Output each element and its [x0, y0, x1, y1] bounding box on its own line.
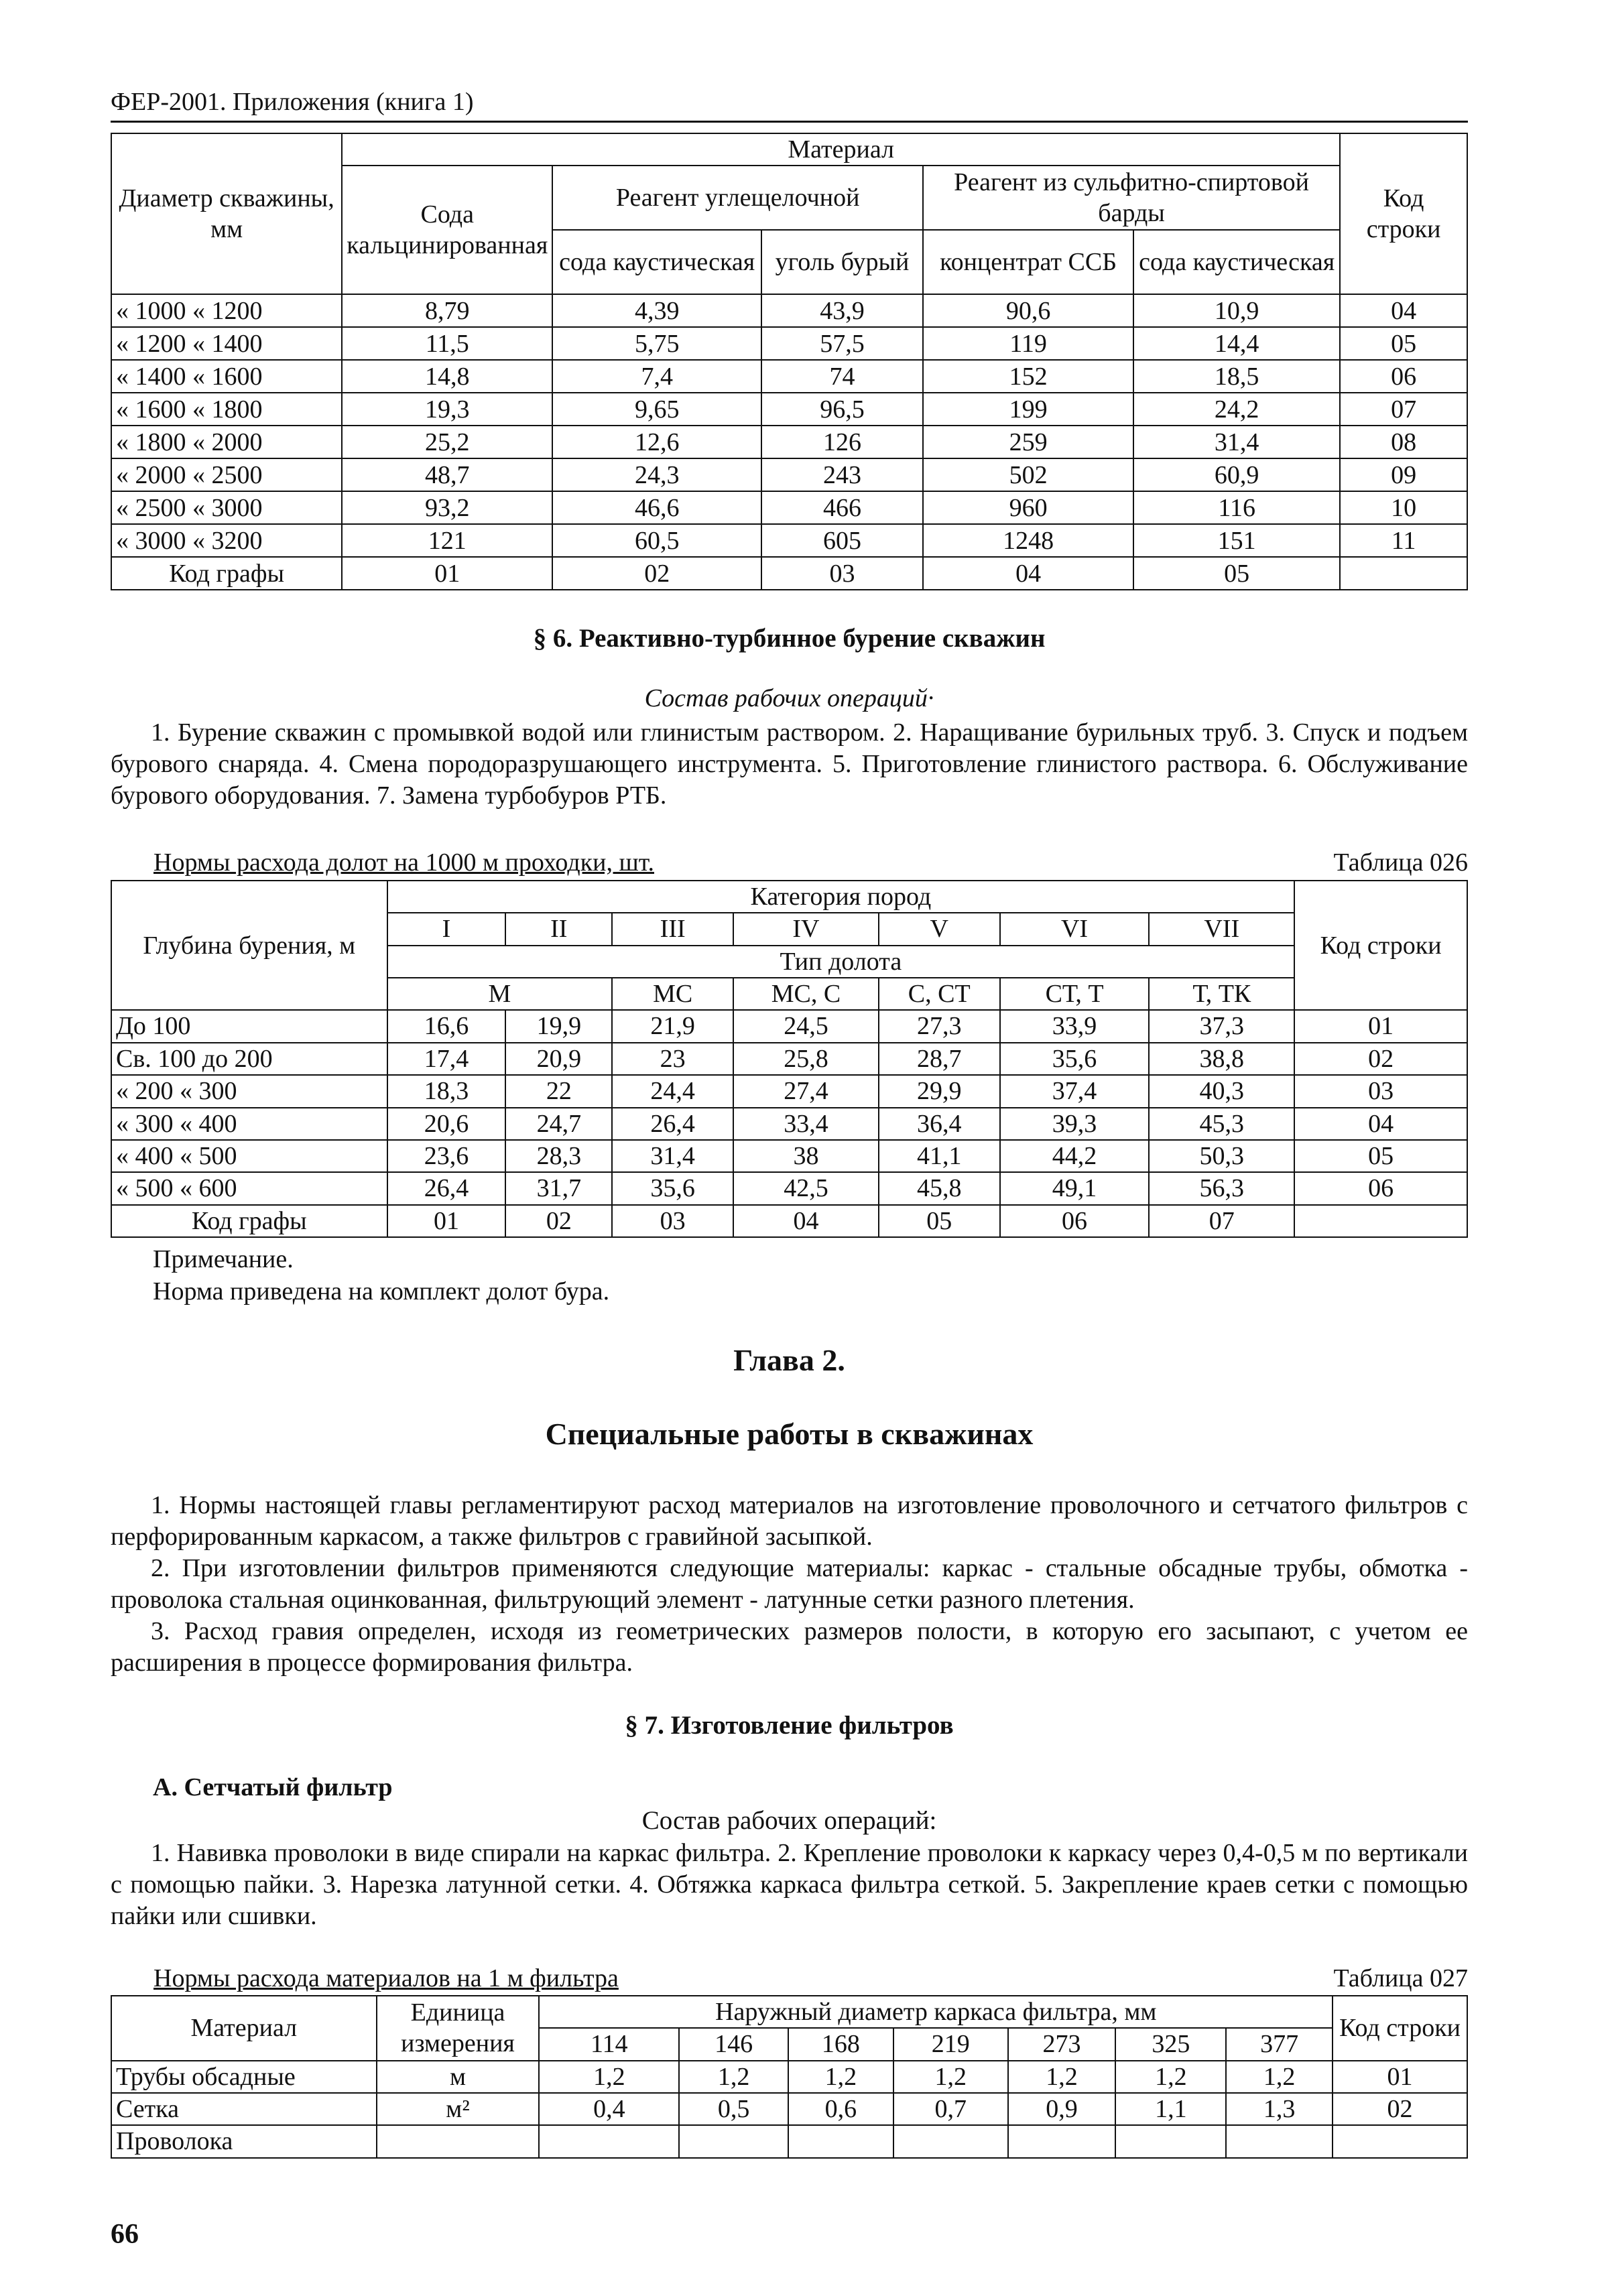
value-cell: 5,75	[552, 327, 761, 360]
value-cell: 960	[923, 491, 1133, 524]
row-label: « 1000 « 1200	[111, 294, 342, 327]
col-header-ssb: концентрат ССБ	[923, 230, 1133, 294]
row-code: 05	[1340, 327, 1467, 360]
row-code: 07	[1340, 393, 1467, 426]
value-cell: 24,5	[733, 1010, 879, 1042]
table-row	[111, 2093, 1467, 2125]
footer-code: 04	[923, 557, 1133, 590]
value-cell: 57,5	[761, 327, 923, 360]
value-cell: 93,2	[342, 491, 552, 524]
footer-code: 01	[342, 557, 552, 590]
col-header-unit: Единица измерения	[377, 1996, 540, 2061]
row-code: 06	[1340, 360, 1467, 393]
footer-code: 06	[1000, 1205, 1150, 1237]
row-label: « 2000 « 2500	[111, 458, 342, 491]
value-cell	[679, 2125, 788, 2157]
value-cell: 35,6	[1000, 1043, 1150, 1075]
row-code: 03	[1294, 1075, 1467, 1107]
value-cell: 17,4	[387, 1043, 506, 1075]
value-cell: 45,8	[879, 1172, 1000, 1204]
row-material: Проволока	[111, 2125, 377, 2157]
table-row	[111, 524, 1467, 557]
value-cell	[539, 2125, 679, 2157]
value-cell: 45,3	[1149, 1108, 1294, 1140]
footer-code: 01	[387, 1205, 506, 1237]
value-cell: 9,65	[552, 393, 761, 426]
table-row	[111, 2061, 1467, 2093]
footer-code: 02	[505, 1205, 612, 1237]
value-cell: 121	[342, 524, 552, 557]
value-cell: 74	[761, 360, 923, 393]
value-cell: 605	[761, 524, 923, 557]
subsection-a-title: А. Сетчатый фильтр	[153, 1773, 393, 1801]
value-cell: 14,4	[1133, 327, 1340, 360]
value-cell: 38,8	[1149, 1043, 1294, 1075]
value-cell: 42,5	[733, 1172, 879, 1204]
value-cell: 1,2	[679, 2061, 788, 2093]
type-cell: Т, ТК	[1149, 978, 1294, 1010]
value-cell: 18,3	[387, 1075, 506, 1107]
type-cell: СТ, Т	[1000, 978, 1150, 1010]
value-cell: 12,6	[552, 426, 761, 458]
value-cell: 126	[761, 426, 923, 458]
value-cell: 23,6	[387, 1140, 506, 1172]
table-row	[111, 327, 1467, 360]
value-cell: 26,4	[387, 1172, 506, 1204]
value-cell: 21,9	[612, 1010, 733, 1042]
value-cell: 33,4	[733, 1108, 879, 1140]
type-cell: М	[387, 978, 613, 1010]
table-row	[111, 2125, 1467, 2157]
value-cell: 31,4	[612, 1140, 733, 1172]
value-cell: 1,1	[1115, 2093, 1226, 2125]
footer-code: 04	[733, 1205, 879, 1237]
bit-consumption-table	[111, 880, 1468, 1238]
value-cell: 151	[1133, 524, 1340, 557]
value-cell: 4,39	[552, 294, 761, 327]
diameter-cell: 325	[1115, 2028, 1226, 2060]
table-row	[111, 294, 1467, 327]
value-cell: 31,4	[1133, 426, 1340, 458]
section-7-ops-text	[111, 1838, 1468, 1932]
row-label: « 1800 « 2000	[111, 426, 342, 458]
value-cell	[893, 2125, 1008, 2157]
value-cell: 0,9	[1008, 2093, 1116, 2125]
col-header-material: Материал	[342, 133, 1340, 166]
value-cell: 43,9	[761, 294, 923, 327]
row-label: « 300 « 400	[111, 1108, 387, 1140]
running-header: ФЕР-2001. Приложения (книга 1)	[111, 87, 1468, 123]
row-material: Трубы обсадные	[111, 2061, 377, 2093]
note-title: Примечание.	[153, 1245, 294, 1273]
row-code: 02	[1294, 1043, 1467, 1075]
page-number: 66	[111, 2219, 139, 2250]
type-cell: МС	[612, 978, 733, 1010]
table-026-caption-row	[111, 848, 1468, 877]
table-row	[111, 426, 1467, 458]
section-7-title: § 7. Изготовление фильтров	[625, 1711, 954, 1740]
col-header-reagent-1: Реагент углещелочной	[552, 166, 923, 230]
row-label: « 1600 « 1800	[111, 393, 342, 426]
note-text: Норма приведена на комплект долот бура.	[153, 1277, 610, 1305]
table-row	[111, 360, 1467, 393]
value-cell: 116	[1133, 491, 1340, 524]
value-cell	[788, 2125, 893, 2157]
footer-code: 02	[552, 557, 761, 590]
col-header-bit-type: Тип долота	[387, 946, 1295, 978]
row-code: 04	[1340, 294, 1467, 327]
value-cell: 243	[761, 458, 923, 491]
value-cell: 40,3	[1149, 1075, 1294, 1107]
table-row	[111, 1108, 1467, 1140]
value-cell: 35,6	[612, 1172, 733, 1204]
value-cell: 22	[505, 1075, 612, 1107]
value-cell: 24,3	[552, 458, 761, 491]
col-header-diameter: Наружный диаметр каркаса фильтра, мм	[539, 1996, 1333, 2028]
table-027-number: Таблица 027	[1333, 1964, 1468, 1992]
value-cell: 31,7	[505, 1172, 612, 1204]
value-cell: 23	[612, 1043, 733, 1075]
category-cell: III	[612, 913, 733, 945]
value-cell: 19,9	[505, 1010, 612, 1042]
row-label: « 3000 « 3200	[111, 524, 342, 557]
value-cell: 0,6	[788, 2093, 893, 2125]
row-label: « 200 « 300	[111, 1075, 387, 1107]
value-cell: 25,2	[342, 426, 552, 458]
row-code: 10	[1340, 491, 1467, 524]
value-cell: 7,4	[552, 360, 761, 393]
value-cell: 49,1	[1000, 1172, 1150, 1204]
value-cell: 29,9	[879, 1075, 1000, 1107]
value-cell: 0,4	[539, 2093, 679, 2125]
footer-code: 05	[1133, 557, 1340, 590]
row-code: 06	[1294, 1172, 1467, 1204]
table-row	[111, 1075, 1467, 1107]
filter-materials-table	[111, 1995, 1468, 2159]
col-header-category: Категория пород	[387, 881, 1295, 913]
row-code: 01	[1294, 1010, 1467, 1042]
type-cell: С, СТ	[879, 978, 1000, 1010]
col-header-coal: уголь бурый	[761, 230, 923, 294]
value-cell: 24,4	[612, 1075, 733, 1107]
value-cell: 24,7	[505, 1108, 612, 1140]
value-cell: 0,5	[679, 2093, 788, 2125]
table-row	[111, 1172, 1467, 1204]
footer-code-empty	[1294, 1205, 1467, 1237]
value-cell: 46,6	[552, 491, 761, 524]
row-label: « 1200 « 1400	[111, 327, 342, 360]
paragraph: 2. При изготовлении фильтров применяются следующие материалы: каркас - стальные обсадные трубы, обмотка - проволока стальная оцинкованная, фильтрующий элемент - латунные сетки разного плетения.	[111, 1554, 1468, 1614]
row-code: 04	[1294, 1108, 1467, 1140]
value-cell	[1008, 2125, 1116, 2157]
row-code: 09	[1340, 458, 1467, 491]
value-cell: 41,1	[879, 1140, 1000, 1172]
table-026-caption: Нормы расхода долот на 1000 м проходки, шт.	[153, 848, 654, 877]
value-cell: 1248	[923, 524, 1133, 557]
footer-code: 07	[1149, 1205, 1294, 1237]
value-cell: 39,3	[1000, 1108, 1150, 1140]
table-row	[111, 1140, 1467, 1172]
col-header-code: Код строки	[1333, 1996, 1467, 2061]
paragraph: 1. Бурение скважин с промывкой водой или глинистым раствором. 2. Наращивание бурильных труб. 3. Спуск и подъем бурового снаряда. 4. Смена породоразрушающего инструмента. 5. Приготовление глинистого раствора. 6. Обслуживание бурового оборудования. 7. Замена турбобуров РТБ.	[111, 718, 1468, 810]
col-header-code: Код строки	[1340, 133, 1467, 294]
footer-code: 05	[879, 1205, 1000, 1237]
paragraph: 3. Расход гравия определен, исходя из геометрических размеров полости, в которую его засыпают, с учетом ее расширения в процессе формирования фильтра.	[111, 1617, 1468, 1677]
row-code: 05	[1294, 1140, 1467, 1172]
chapter-title: Глава 2.	[733, 1343, 845, 1377]
category-cell: V	[879, 913, 1000, 945]
col-header-code: Код строки	[1294, 881, 1467, 1010]
col-header-material: Материал	[111, 1996, 377, 2061]
row-code	[1333, 2125, 1467, 2157]
row-code: 11	[1340, 524, 1467, 557]
chapter-subtitle: Специальные работы в скважинах	[545, 1417, 1034, 1451]
value-cell: 1,2	[539, 2061, 679, 2093]
value-cell: 56,3	[1149, 1172, 1294, 1204]
value-cell: 33,9	[1000, 1010, 1150, 1042]
value-cell: 50,3	[1149, 1140, 1294, 1172]
value-cell	[1115, 2125, 1226, 2157]
category-cell: II	[505, 913, 612, 945]
value-cell: 38	[733, 1140, 879, 1172]
col-header-soda-caustic-1: сода каустическая	[552, 230, 761, 294]
row-label: « 500 « 600	[111, 1172, 387, 1204]
value-cell: 25,8	[733, 1043, 879, 1075]
row-unit: м²	[377, 2093, 540, 2125]
footer-code-empty	[1340, 557, 1467, 590]
section-6-ops-text	[111, 717, 1468, 812]
diameter-cell: 273	[1008, 2028, 1116, 2060]
value-cell: 119	[923, 327, 1133, 360]
category-cell: VII	[1149, 913, 1294, 945]
value-cell: 60,9	[1133, 458, 1340, 491]
table-027-caption-row	[111, 1964, 1468, 1993]
value-cell: 1,2	[788, 2061, 893, 2093]
row-label: До 100	[111, 1010, 387, 1042]
row-label: « 400 « 500	[111, 1140, 387, 1172]
value-cell: 48,7	[342, 458, 552, 491]
value-cell: 24,2	[1133, 393, 1340, 426]
diameter-cell: 377	[1226, 2028, 1333, 2060]
row-unit: м	[377, 2061, 540, 2093]
value-cell: 18,5	[1133, 360, 1340, 393]
category-cell: I	[387, 913, 506, 945]
col-header-reagent-2: Реагент из сульфитно-спиртовой барды	[923, 166, 1340, 230]
row-code: 02	[1333, 2093, 1467, 2125]
col-header-depth: Глубина бурения, м	[111, 881, 387, 1010]
value-cell: 1,2	[893, 2061, 1008, 2093]
value-cell: 60,5	[552, 524, 761, 557]
value-cell: 44,2	[1000, 1140, 1150, 1172]
table-row	[111, 1010, 1467, 1042]
row-code: 01	[1333, 2061, 1467, 2093]
value-cell: 37,4	[1000, 1075, 1150, 1107]
col-header-soda-caustic-2: сода каустическая	[1133, 230, 1340, 294]
chapter-intro	[111, 1490, 1468, 1679]
footer-label: Код графы	[111, 1205, 387, 1237]
value-cell: 27,4	[733, 1075, 879, 1107]
value-cell: 1,2	[1008, 2061, 1116, 2093]
value-cell: 20,6	[387, 1108, 506, 1140]
value-cell: 11,5	[342, 327, 552, 360]
value-cell: 16,6	[387, 1010, 506, 1042]
value-cell: 27,3	[879, 1010, 1000, 1042]
footer-code: 03	[612, 1205, 733, 1237]
value-cell: 152	[923, 360, 1133, 393]
value-cell: 36,4	[879, 1108, 1000, 1140]
value-cell: 502	[923, 458, 1133, 491]
section-7-ops-title: Состав рабочих операций:	[641, 1806, 937, 1835]
col-header-diameter: Диаметр скважины, мм	[111, 133, 342, 294]
row-label: « 2500 « 3000	[111, 491, 342, 524]
table-row	[111, 458, 1467, 491]
table-027-caption: Нормы расхода материалов на 1 м фильтра	[153, 1964, 619, 1992]
value-cell	[1226, 2125, 1333, 2157]
value-cell: 26,4	[612, 1108, 733, 1140]
diameter-cell: 114	[539, 2028, 679, 2060]
reagent-table	[111, 133, 1468, 590]
value-cell: 199	[923, 393, 1133, 426]
table-row	[111, 491, 1467, 524]
value-cell: 1,2	[1115, 2061, 1226, 2093]
row-code: 08	[1340, 426, 1467, 458]
value-cell: 0,7	[893, 2093, 1008, 2125]
value-cell: 37,3	[1149, 1010, 1294, 1042]
table-row	[111, 393, 1467, 426]
value-cell: 19,3	[342, 393, 552, 426]
paragraph: 1. Нормы настоящей главы регламентируют расход материалов на изготовление проволочного и сетчатого фильтров с перфорированным каркасом, а также фильтров с гравийной засыпкой.	[111, 1491, 1468, 1551]
category-cell: IV	[733, 913, 879, 945]
value-cell: 466	[761, 491, 923, 524]
value-cell: 20,9	[505, 1043, 612, 1075]
row-label: Св. 100 до 200	[111, 1043, 387, 1075]
value-cell: 90,6	[923, 294, 1133, 327]
value-cell: 1,2	[1226, 2061, 1333, 2093]
table-026-number: Таблица 026	[1333, 848, 1468, 877]
category-cell: VI	[1000, 913, 1150, 945]
diameter-cell: 146	[679, 2028, 788, 2060]
value-cell: 259	[923, 426, 1133, 458]
row-label: « 1400 « 1600	[111, 360, 342, 393]
row-material: Сетка	[111, 2093, 377, 2125]
value-cell: 8,79	[342, 294, 552, 327]
value-cell: 28,3	[505, 1140, 612, 1172]
type-cell: МС, С	[733, 978, 879, 1010]
section-6-title: § 6. Реактивно-турбинное бурение скважин	[533, 624, 1046, 653]
value-cell: 96,5	[761, 393, 923, 426]
diameter-cell: 168	[788, 2028, 893, 2060]
footer-label: Код графы	[111, 557, 342, 590]
value-cell: 1,3	[1226, 2093, 1333, 2125]
value-cell: 28,7	[879, 1043, 1000, 1075]
col-header-soda-calc: Сода кальцинированная	[342, 166, 552, 294]
footer-code: 03	[761, 557, 923, 590]
value-cell: 14,8	[342, 360, 552, 393]
table-row	[111, 1043, 1467, 1075]
row-unit	[377, 2125, 540, 2157]
section-6-ops-title: Состав рабочих операций·	[644, 684, 934, 712]
value-cell: 10,9	[1133, 294, 1340, 327]
paragraph: 1. Навивка проволоки в виде спирали на каркас фильтра. 2. Крепление проволоки к каркасу через 0,4-0,5 м по вертикали с помощью пайки. 3. Нарезка латунной сетки. 4. Обтяжка каркаса фильтра сеткой. 5. Закрепление краев сетки с помощью пайки или сшивки.	[111, 1839, 1468, 1930]
diameter-cell: 219	[893, 2028, 1008, 2060]
